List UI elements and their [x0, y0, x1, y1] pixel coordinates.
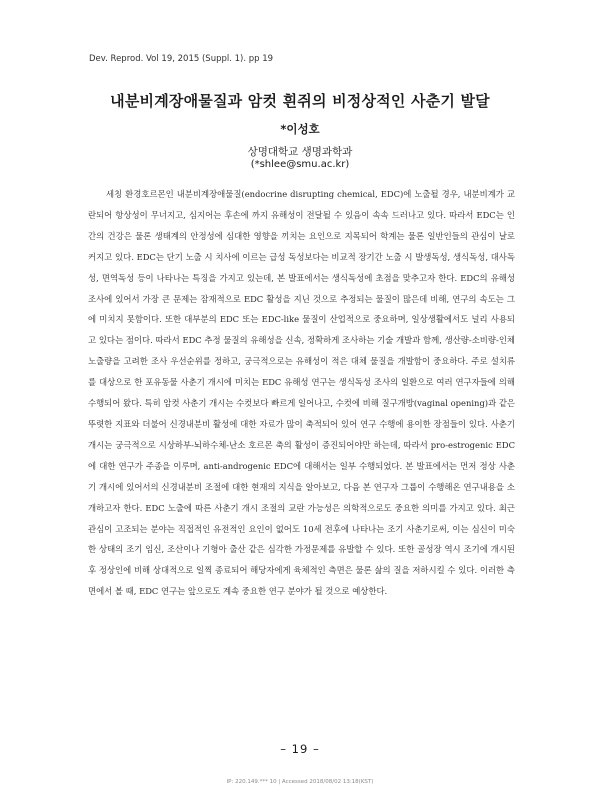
page-number: – 19 – [280, 742, 320, 756]
author-email: (*shlee@smu.ac.kr) [250, 159, 350, 170]
abstract-paragraph: 세칭 환경호르몬인 내분비계장애물질(endocrine disrupting chemical, EDC)에 노출될 경우, 내분비계가 교란되어 항상성이 무너지고, 심지어는 후손에 까지 유해성이 전달될 수 있음이 속속 드러나고 있다. 따라서 EDC는 인간의 건강은 물론 생태계의 안정성에 심대한 영향을 끼치는 요인으로 지목되어 학계는 물론 일반인들의 관심이 날로 커지고 있다. EDC는 단기 노출 시 치사에 이르는 급성 독성보다는 비교적 장기간 노출 시 발생독성, 생식독성, 대사독성, 면역독성 등이 나타나는 특징을 가지고 있는데, 본 발표에서는 생식독성에 초점을 맞추고자 한다. EDC의 유해성 조사에 있어서 가장 큰 문제는 잠재적으로 EDC 활성을 지닌 것으로 추정되는 물질이 많은데 비해, 연구의 속도는 그에 미치지 못함이다. 또한 대부분의 EDC 또는 EDC-like 물질이 산업적으로 중요하며, 일상생활에서도 널리 사용되고 있다는 점이다. 따라서 EDC 추정 물질의 유해성을 신속, 정확하게 조사하는 기술 개발과 함께, 생산량-소비량-인체 노출량을 고려한 조사 우선순위를 정하고, 궁극적으로는 유해성이 적은 대체 물질을 개발함이 중요하다. 주로 설치류를 대상으로 한 포유동물 사춘기 개시에 미치는 EDC 유해성 연구는 생식독성 조사의 일환으로 여러 연구자들에 의해 수행되어 왔다. 특히 암컷 사춘기 개시는 수컷보다 빠르게 일어나고, 수컷에 비해 질구개방(vaginal opening)과 같은 뚜렷한 지표와 더불어 신경내분비 활성에 대한 자료가 많이 축적되어 있어 연구 수행에 용이한 장점들이 있다. 사춘기 개시는 궁극적으로 시상하부-뇌하수체-난소 호르몬 축의 활성이 증진되어야만 하는데, 따라서 pro-estrogenic EDC에 대한 연구가 주종을 이루며, anti-androgenic EDC에 대해서는 일부 수행되었다. 본 발표에서는 먼저 정상 사춘기 개시에 있어서의 신경내분비 조절에 대한 현재의 지식을 알아보고, 다음 본 연구자 그룹이 수행해온 연구내용을 소개하고자 한다. EDC 노출에 따른 사춘기 개시 조절의 교란 가능성은 의학적으로도 중요한 의미를 가지고 있다. 최근 관심이 고조되는 분야는 직접적인 유전적인 요인이 없어도 10세 전후에 나타나는 조기 사춘기로써, 이는 심신이 미숙한 상태의 조기 임신, 조산이나 기형아 출산 같은 심각한 가정문제를 유발할 수 있다. 또한 골성장 역시 조기에 개시된 후 정상인에 비해 상대적으로 일찍 종료되어 해당자에게 육체적인 측면은 물론 삶의 질을 저하시킬 수 있다. 이러한 측면에서 볼 때, EDC 연구는 앞으로도 계속 중요한 연구 분야가 될 것으로 예상한다. [88, 189, 516, 597]
author-name: *이성호 [280, 122, 320, 136]
author-affiliation: 상명대학교 생명과학과 [247, 146, 353, 158]
access-stamp: IP: 220.149.*** 10 | Accessed 2018/08/02 13:18(KST) [226, 779, 374, 785]
article-title: 내분비계장애물질과 암컷 흰쥐의 비정상적인 사춘기 발달 [110, 92, 490, 110]
running-head: Dev. Reprod. Vol 19, 2015 (Suppl. 1). pp 19 [89, 54, 274, 64]
